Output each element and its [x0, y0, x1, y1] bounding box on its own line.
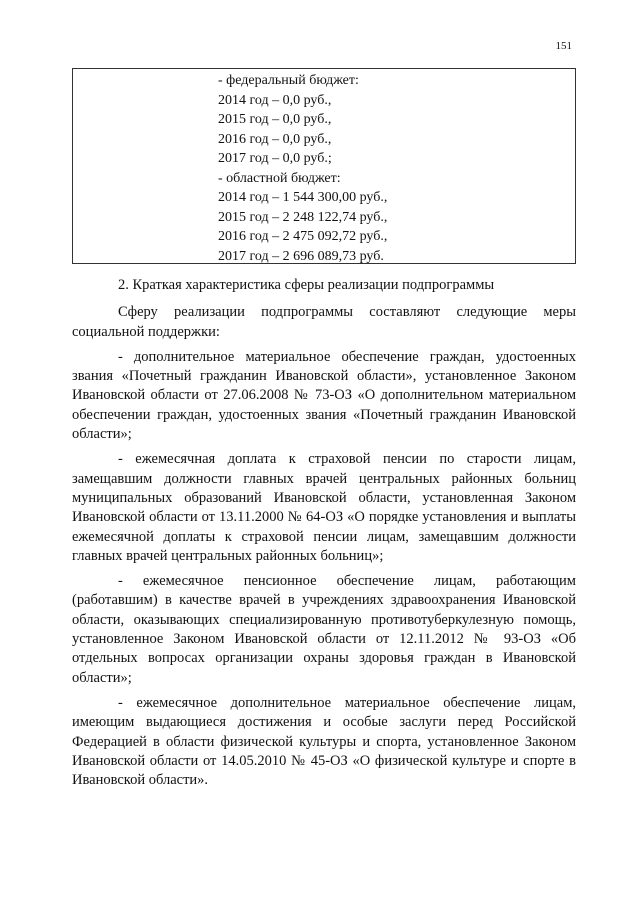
regional-budget-2015: 2015 год – 2 248 122,74 руб.,	[218, 209, 388, 225]
federal-budget-2016: 2016 год – 0,0 руб.,	[218, 131, 332, 147]
measure-chief-doctors-pension: - ежемесячная доплата к страховой пенсии по старости лицам, замещавшим должности главных врачей центральных районных больниц муниципальных образований Ивановской области, установленная Законом Ивановской области от 13.11.2000 № 64-ОЗ «О порядке установления и выплаты ежемесячной доплаты к страховой пенсии лицам, замещавшим должности главных врачей центральных районных больниц»;	[72, 451, 576, 564]
regional-budget-heading: - областной бюджет:	[218, 170, 341, 186]
measure-tb-doctors-pension: - ежемесячное пенсионное обеспечение лицам, работающим (работавшим) в качестве врачей в учреждениях здравоохранения Ивановской области, оказывающих специализированную противотуберкулезную помощь, установленное Законом Ивановской области от 12.11.2012 № 93-ОЗ «Об отдельных вопросах организации охраны здоровья граждан в Ивановской области»;	[72, 573, 576, 686]
measure-honorary-citizen: - дополнительное материальное обеспечение граждан, удостоенных звания «Почетный гражданин Ивановской области», установленное Законом Ивановской области от 27.06.2008 № 73-ОЗ «О дополнительном материальном обеспечении граждан, удостоенных звания «Почетный гражданин Ивановской области»;	[72, 348, 576, 443]
regional-budget-2016: 2016 год – 2 475 092,72 руб.,	[218, 229, 388, 244]
budget-table-cell	[72, 68, 576, 264]
federal-budget-2017: 2017 год – 0,0 руб.;	[218, 151, 332, 166]
regional-budget-2017: 2017 год – 2 696 089,73 руб.	[218, 248, 384, 264]
regional-budget-2014: 2014 год – 1 544 300,00 руб.,	[218, 190, 388, 205]
page-number: 151	[555, 40, 572, 52]
measure-sports-achievements: - ежемесячное дополнительное материальное обеспечение лицам, имеющим выдающиеся достижения и особые заслуги перед Российской Федерацией в области физической культуры и спорта, установленное Законом Ивановской области от 14.05.2010 № 45-ОЗ «О физической культуре и спорте в Ивановской области».	[72, 694, 576, 789]
federal-budget-heading: - федеральный бюджет:	[218, 73, 359, 88]
intro-paragraph: Сферу реализации подпрограммы составляют следующие меры социальной поддержки:	[72, 304, 576, 340]
section-title: 2. Краткая характеристика сферы реализации подпрограммы	[118, 277, 495, 293]
federal-budget-2015: 2015 год – 0,0 руб.,	[218, 112, 332, 127]
main-content	[72, 276, 576, 796]
federal-budget-2014: 2014 год – 0,0 руб.,	[218, 92, 332, 108]
budget-lines	[218, 71, 387, 266]
